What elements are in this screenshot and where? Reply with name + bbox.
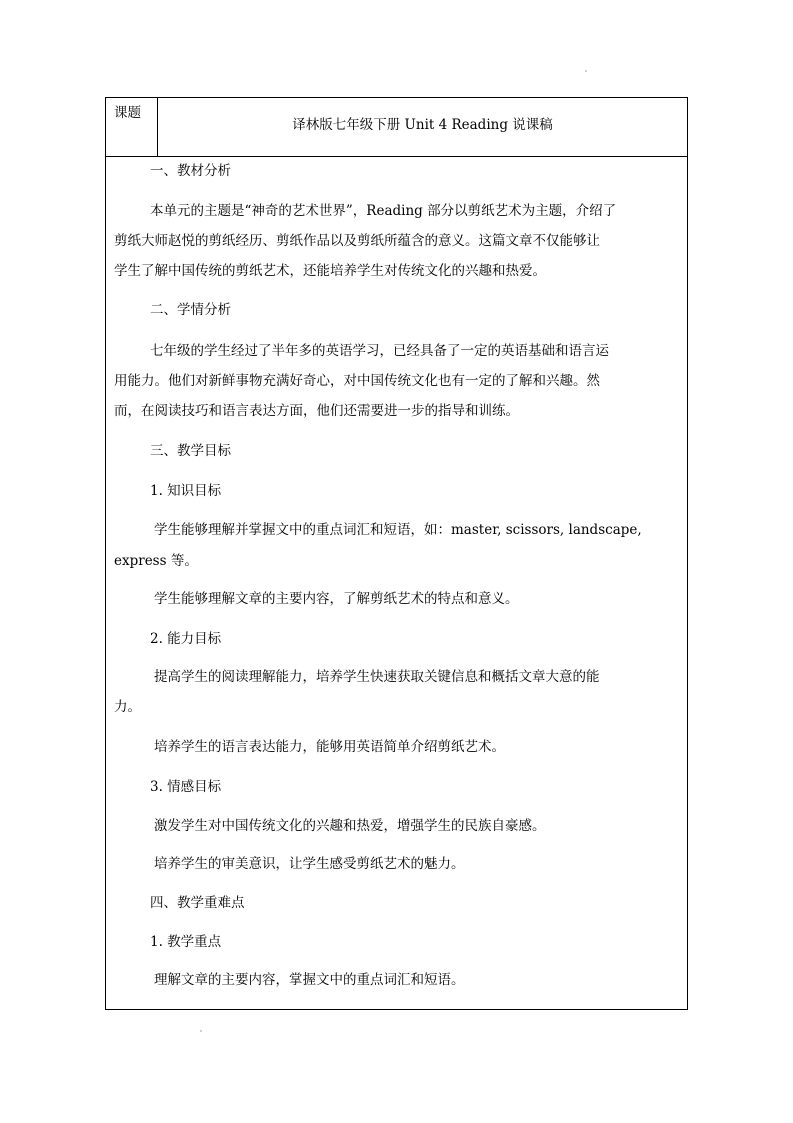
paragraph-line: 而，在阅读技巧和语言表达方面，他们还需要进一步的指导和训练。 <box>114 403 519 419</box>
section-heading-teaching-objectives: 三、教学目标 <box>150 443 231 459</box>
section-heading-student-analysis: 二、学情分析 <box>150 302 231 318</box>
scan-speck <box>200 1030 202 1032</box>
paragraph-line: 学生了解中国传统的剪纸艺术，还能培养学生对传统文化的兴趣和热爱。 <box>114 263 546 279</box>
paragraph-line: 用能力。他们对新鲜事物充满好奇心，对中国传统文化也有一定的了解和兴趣。然 <box>114 373 600 389</box>
scan-speck <box>585 70 587 72</box>
topic-label: 课题 <box>114 105 141 121</box>
subheading-teaching-focus: 1. 教学重点 <box>150 934 222 950</box>
objective-line: 提高学生的阅读理解能力，培养学生快速获取关键信息和概括文章大意的能 <box>154 669 600 685</box>
label-cell <box>106 98 158 156</box>
focus-line: 理解文章的主要内容，掌握文中的重点词汇和短语。 <box>154 972 465 988</box>
objective-line: 培养学生的语言表达能力，能够用英语简单介绍剪纸艺术。 <box>154 739 505 755</box>
subheading-knowledge-objective: 1. 知识目标 <box>150 483 222 499</box>
paragraph-line: 本单元的主题是“神奇的艺术世界”，Reading 部分以剪纸艺术为主题，介绍了 <box>150 203 617 219</box>
objective-line: 学生能够理解并掌握文中的重点词汇和短语，如：master, scissors, landscape, <box>154 522 642 538</box>
document-title: 译林版七年级下册 Unit 4 Reading 说课稿 <box>292 117 553 133</box>
section-heading-textbook-analysis: 一、教材分析 <box>150 163 231 179</box>
subheading-ability-objective: 2. 能力目标 <box>150 631 222 647</box>
paragraph-line: 剪纸大师赵悦的剪纸经历、剪纸作品以及剪纸所蕴含的意义。这篇文章不仅能够让 <box>114 233 600 249</box>
paragraph-line: 七年级的学生经过了半年多的英语学习，已经具备了一定的英语基础和语言运 <box>150 343 609 359</box>
lesson-table <box>105 97 688 1010</box>
section-heading-key-difficult-points: 四、教学重难点 <box>150 895 245 911</box>
table-header-row <box>106 98 687 157</box>
objective-line: 激发学生对中国传统文化的兴趣和热爱，增强学生的民族自豪感。 <box>154 818 546 834</box>
objective-line: 学生能够理解文章的主要内容，了解剪纸艺术的特点和意义。 <box>154 591 519 607</box>
objective-line: 培养学生的审美意识，让学生感受剪纸艺术的魅力。 <box>154 856 465 872</box>
objective-line: 力。 <box>114 699 141 715</box>
objective-line: express 等。 <box>114 553 198 569</box>
subheading-emotional-objective: 3. 情感目标 <box>150 779 222 795</box>
